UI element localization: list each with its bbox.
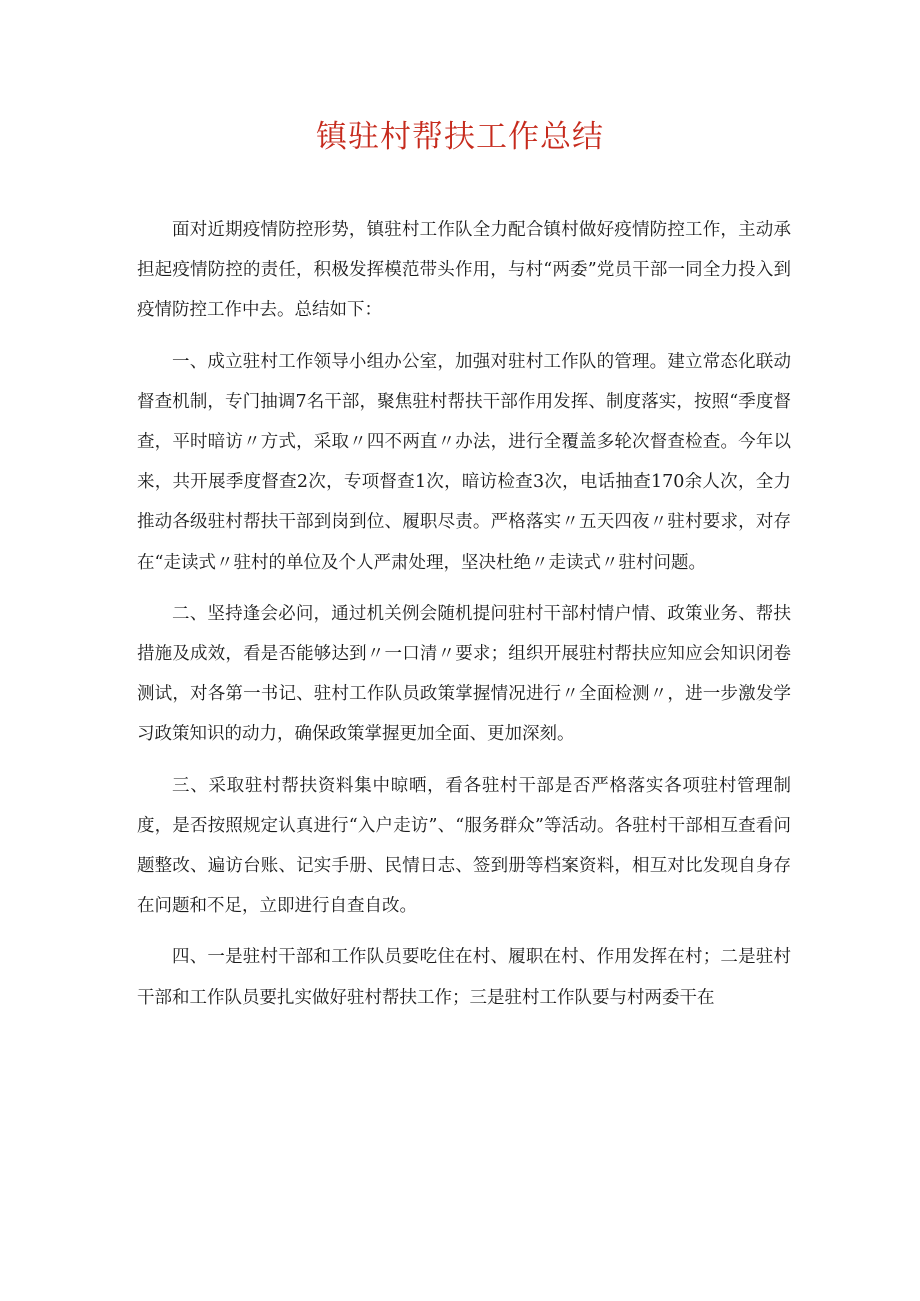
paragraph-section-3: 三、采取驻村帮扶资料集中晾晒，看各驻村干部是否严格落实各项驻村管理制度，是否按照规定认真进行“入户走访”、“服务群众”等活动。各驻村干部相互查看问题整改、遍访台账、记实手册、民情日志、签到册等档案资料，相互对比发现自身存在问题和不足，立即进行自查自改。 — [137, 775, 791, 917]
paragraph-section-4: 四、一是驻村干部和工作队员要吃住在村、履职在村、作用发挥在村；二是驻村干部和工作队员要扎实做好驻村帮扶工作；三是驻村工作队要与村两委干在 — [137, 947, 791, 1008]
paragraph-section-1: 一、成立驻村工作领导小组办公室，加强对驻村工作队的管理。建立常态化联动督查机制，专门抽调7名干部，聚焦驻村帮扶干部作用发挥、制度落实，按照“季度督查，平时暗访〃方式，采取〃四不两直〃办法，进行全覆盖多轮次督查检查。今年以来，共开展季度督查2次，专项督查1次，暗访检查3次，电话抽查170余人次，全力推动各级驻村帮扶干部到岗到位、履职尽责。严格落实〃五天四夜〃驻村要求，对存在“走读式〃驻村的单位及个人严肃处理，坚决杜绝〃走读式〃驻村问题。 — [137, 351, 791, 573]
paragraph-intro: 面对近期疫情防控形势，镇驻村工作队全力配合镇村做好疫情防控工作，主动承担起疫情防控的责任，积极发挥模范带头作用，与村“两委”党员干部一同全力投入到疫情防控工作中去。总结如下： — [137, 220, 791, 321]
paragraph-section-2: 二、坚持逢会必问，通过机关例会随机提问驻村干部村情户情、政策业务、帮扶措施及成效，看是否能够达到〃一口清〃要求；组织开展驻村帮扶应知应会知识闭卷测试，对各第一书记、驻村工作队员政策掌握情况进行〃全面检测〃，进一步激发学习政策知识的动力，确保政策掌握更加全面、更加深刻。 — [137, 603, 791, 745]
document-title: 镇驻村帮扶工作总结 — [316, 119, 604, 155]
document-body — [137, 210, 791, 1029]
